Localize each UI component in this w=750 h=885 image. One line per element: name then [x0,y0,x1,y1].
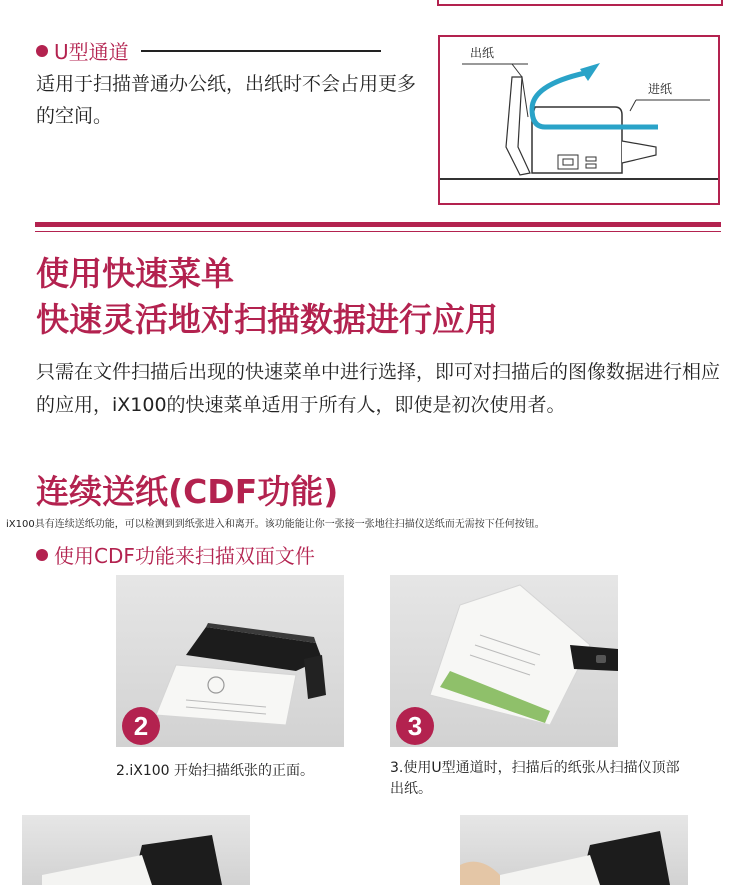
quick-menu-title-1: 使用快速菜单 [36,254,234,293]
quick-menu-paragraph: 只需在文件扫描后出现的快速菜单中进行选择，即可对扫描后的图像数据进行相应的应用，iX100的快速菜单适用于所有人，即使是初次使用者。 [36,361,721,416]
section-divider-thin [35,231,721,232]
step-2-caption: 2.iX100 开始扫描纸张的正面。 [116,763,315,779]
quick-menu-title-2: 快速灵活地对扫描数据进行应用 [36,300,498,339]
bullet-icon [36,45,48,57]
u-path-heading-text: U型通道 [54,40,129,64]
step-3-caption: 3.使用U型通道时，扫描后的纸张从扫描仪顶部出纸。 [390,760,680,797]
label-in: 进纸 [648,82,673,96]
scanner-partial-illustration [22,815,250,885]
step-2-badge: 2 [122,707,160,745]
step-5-photo [460,815,688,885]
u-path-description: 适用于扫描普通办公纸，出纸时不会占用更多的空间。 [36,73,417,127]
scanner-partial-illustration [460,815,688,885]
step-3-badge: 3 [396,707,434,745]
heading-rule [141,50,381,52]
step-3-photo [390,575,618,747]
cdf-title: 连续送纸(CDF功能) [36,472,339,511]
scanner-diagram-svg [440,37,718,203]
bullet-icon [36,549,48,561]
section-divider [35,222,721,227]
u-path-diagram [438,35,720,205]
top-partial-box [437,0,723,6]
u-path-heading [36,36,381,65]
label-out: 出纸 [470,46,495,60]
step-4-photo [22,815,250,885]
step-2-photo [116,575,344,747]
cdf-subheading-text: 使用CDF功能来扫描双面文件 [54,544,315,568]
cdf-subheading [36,540,315,569]
arrow-head-icon [580,63,600,81]
cdf-note: iX100具有连续送纸功能，可以检测到到纸张进入和离开。该功能能让你一张接一张地往扫描仪送纸而无需按下任何按钮。 [6,519,545,530]
